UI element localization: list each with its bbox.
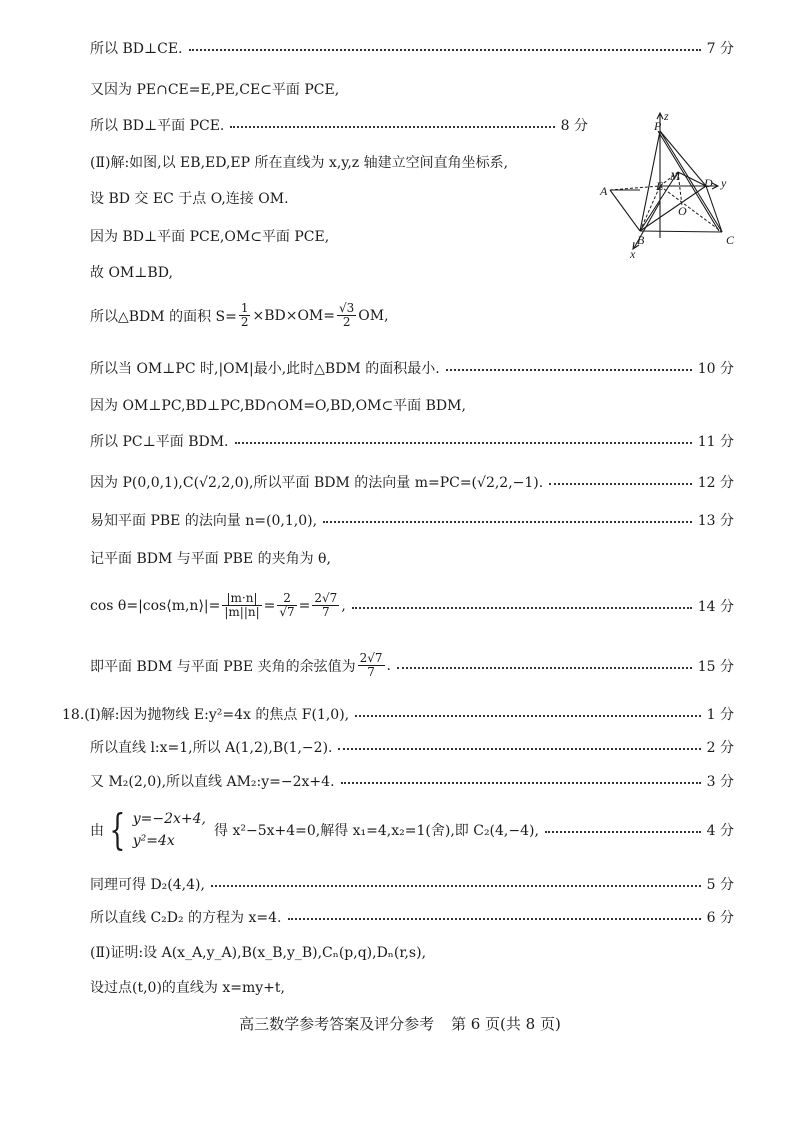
- brace-glyph: {: [109, 805, 126, 854]
- footer-title: 高三数学参考答案及评分参考: [239, 1015, 435, 1033]
- label-E: E: [656, 179, 664, 193]
- leader-dots: [235, 442, 692, 444]
- line-text: =: [263, 597, 276, 614]
- line-text: 又 M₂(2,0),所以直线 AM₂:y=−2x+4.: [90, 774, 335, 790]
- score-label: 15 分: [697, 658, 734, 675]
- edge-AE-dashed: [610, 186, 660, 190]
- numerator: 2: [277, 592, 296, 606]
- answer-line: [90, 431, 734, 451]
- answer-line: [90, 226, 588, 246]
- answer-line: [90, 805, 734, 854]
- score-label: 2 分: [706, 740, 734, 756]
- footer-page-number: 第 6 页(共 8 页): [450, 1015, 561, 1033]
- numerator: 2√7: [314, 591, 338, 605]
- answer-line: [90, 395, 734, 415]
- leader-dots: [352, 607, 692, 609]
- line-text: 同理可得 D₂(4,4),: [90, 877, 205, 893]
- label-P: P: [654, 119, 662, 133]
- leader-dots: [397, 667, 692, 669]
- label-C: C: [726, 233, 735, 247]
- answer-line: [90, 510, 734, 530]
- line-text: (Ⅱ)解:如图,以 EB,ED,EP 所在直线为 x,y,z 轴建立空间直角坐标系,: [90, 155, 509, 171]
- score-label: 1 分: [706, 707, 734, 723]
- equation-system: [104, 805, 206, 854]
- label-A: A: [600, 184, 608, 198]
- answer-line: [90, 737, 734, 757]
- line-text: ×BD×OM=: [252, 307, 336, 324]
- answer-line: [90, 115, 588, 135]
- line-text: 所以当 OM⊥PC 时,|OM|最小,此时△BDM 的面积最小.: [90, 361, 440, 377]
- geometry-figure: [598, 110, 738, 260]
- score-label: 14 分: [697, 598, 734, 615]
- leader-dots: [549, 483, 692, 485]
- score-label: 7 分: [706, 41, 734, 57]
- answer-line: [90, 977, 734, 997]
- label-D: D: [704, 176, 713, 190]
- label-z: z: [664, 110, 669, 123]
- leader-dots: [230, 126, 554, 128]
- line-text: 易知平面 PBE 的法向量 n=(0,1,0),: [90, 513, 318, 529]
- label-y: y: [721, 176, 727, 190]
- leader-dots: [446, 369, 692, 371]
- answer-line: [62, 704, 734, 724]
- answer-line: [90, 188, 588, 208]
- line-text: 因为 P(0,0,1),C(√2,2,0),所以平面 BDM 的法向量 m=PC=(√2,2,−1).: [90, 475, 544, 491]
- score-label: 6 分: [706, 910, 734, 926]
- score-label: 11 分: [697, 434, 734, 450]
- system-lines: [133, 808, 206, 852]
- system-equation: y²=4x: [132, 833, 175, 849]
- line-text: 设过点(t,0)的直线为 x=my+t,: [90, 980, 285, 996]
- edge: [610, 190, 640, 231]
- leader-dots: [189, 49, 701, 51]
- line-text: 记平面 BDM 与平面 PBE 的夹角为 θ,: [90, 551, 331, 567]
- leader-dots: [341, 782, 701, 784]
- answer-line: [90, 874, 734, 894]
- score-label: 5 分: [706, 877, 734, 893]
- answer-line: [90, 548, 734, 568]
- numerator: |m·n|: [222, 592, 261, 606]
- page-footer: [0, 1013, 800, 1034]
- edge-BD: [640, 186, 706, 231]
- answer-line: [90, 942, 734, 962]
- line-text: 因为 BD⊥平面 PCE,OM⊂平面 PCE,: [90, 229, 330, 245]
- line-text: 所以 PC⊥平面 BDM.: [90, 434, 229, 450]
- score-label: 3 分: [706, 774, 734, 790]
- fraction: [312, 592, 339, 619]
- denominator: √7: [279, 605, 295, 619]
- label-x: x: [630, 247, 636, 260]
- leader-dots: [338, 748, 700, 750]
- line-text: ,: [341, 597, 346, 614]
- fraction: [239, 302, 251, 329]
- fraction: [222, 592, 261, 619]
- score-label: 4 分: [706, 823, 734, 839]
- line-text: 所以 BD⊥平面 PCE.: [90, 118, 225, 134]
- label-B: B: [637, 233, 645, 247]
- score-label: 10 分: [697, 361, 734, 377]
- edge: [640, 231, 722, 232]
- fraction: [358, 652, 385, 679]
- line-text: 得 x²−5x+4=0,解得 x₁=4,x₂=1(舍),即 C₂(4,−4),: [214, 823, 539, 839]
- score-label: 8 分: [560, 118, 588, 134]
- line-text: OM,: [358, 307, 389, 324]
- answer-line: [90, 262, 588, 282]
- score-label: 13 分: [697, 513, 734, 529]
- answer-line: [90, 358, 734, 378]
- line-text: .: [386, 657, 391, 674]
- leader-dots: [545, 831, 701, 833]
- line-text: 因为 OM⊥PC,BD⊥PC,BD∩OM=O,BD,OM⊂平面 BDM,: [90, 398, 466, 414]
- denominator: 7: [322, 605, 330, 619]
- leader-dots: [211, 885, 701, 887]
- denominator: |m||n|: [224, 605, 260, 619]
- leader-dots: [288, 918, 701, 920]
- line-text: 18.(Ⅰ)解:因为抛物线 E:y²=4x 的焦点 F(1,0),: [62, 707, 350, 723]
- label-M: M: [670, 169, 680, 183]
- answer-line: [90, 472, 734, 492]
- line-text: =: [298, 597, 311, 614]
- label-O: O: [678, 204, 687, 218]
- line-text: 由: [90, 823, 104, 839]
- numerator: √3: [339, 301, 355, 315]
- edge-EC-dashed: [660, 186, 722, 232]
- line-text: 所以直线 C₂D₂ 的方程为 x=4.: [90, 910, 282, 926]
- answer-line: [90, 152, 588, 172]
- line-text: 所以△BDM 的面积 S=: [90, 308, 237, 325]
- denominator: 7: [367, 665, 375, 679]
- denominator: 2: [342, 315, 351, 329]
- leader-dots: [323, 521, 692, 523]
- line-text: cos θ=|cos⟨m,n⟩|=: [90, 597, 221, 614]
- answer-line: [90, 907, 734, 927]
- line-text: 所以 BD⊥CE.: [90, 41, 183, 57]
- system-equation: y=−2x+4,: [132, 811, 206, 827]
- line-text: 又因为 PE∩CE=E,PE,CE⊂平面 PCE,: [90, 82, 340, 98]
- answer-line: [90, 38, 734, 58]
- line-text: 所以直线 l:x=1,所以 A(1,2),B(1,−2).: [90, 740, 333, 756]
- answer-line: [90, 771, 734, 791]
- answer-line: [90, 592, 734, 619]
- fraction: [277, 592, 296, 619]
- line-text: (Ⅱ)证明:设 A(x_A,y_A),B(x_B,y_B),Cₙ(p,q),Dₙ(r,s),: [90, 945, 427, 961]
- line-text: 即平面 BDM 与平面 PBE 夹角的余弦值为: [90, 658, 356, 675]
- edge-PD: [660, 131, 706, 186]
- numerator: 2√7: [359, 651, 383, 665]
- denominator: 2: [240, 315, 249, 329]
- line-text: 设 BD 交 EC 于点 O,连接 OM.: [90, 191, 289, 207]
- answer-line: [90, 79, 734, 99]
- answer-line: [90, 302, 734, 329]
- numerator: 1: [240, 301, 249, 315]
- answer-line: [90, 652, 734, 679]
- leader-dots: [355, 715, 701, 717]
- line-text: 故 OM⊥BD,: [90, 265, 173, 281]
- score-label: 12 分: [697, 475, 734, 491]
- fraction: [337, 302, 356, 329]
